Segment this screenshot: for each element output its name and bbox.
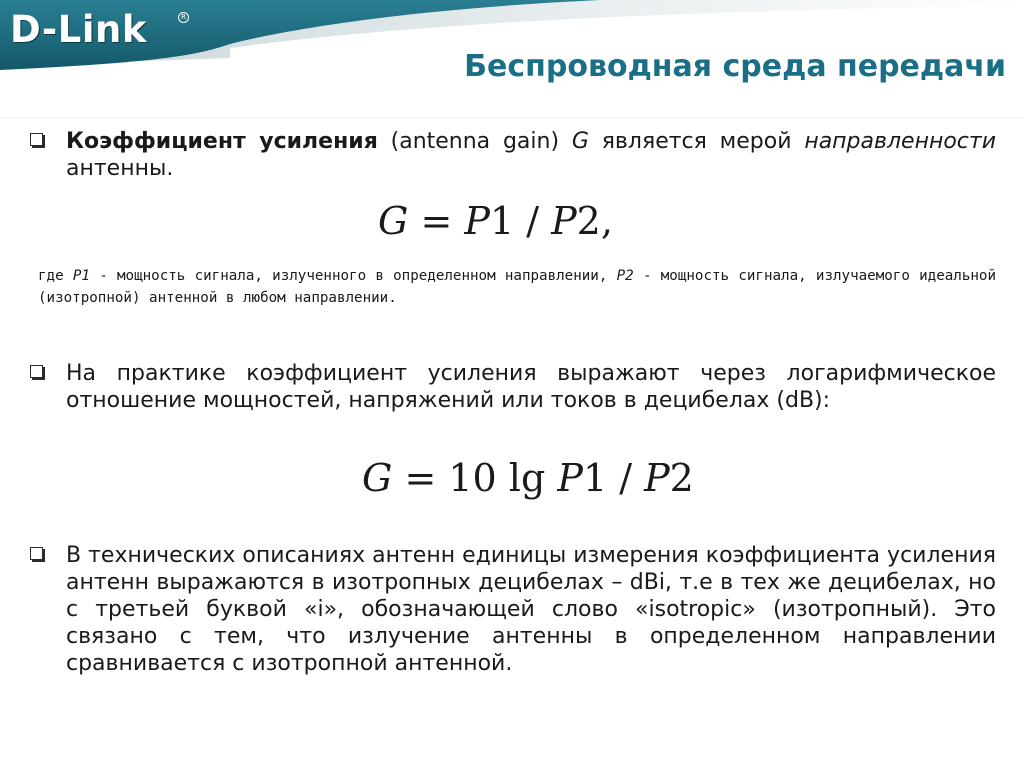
formula-symbol: P [464,199,490,243]
bullet-text-practice: На практике коэффициент усиления выражают через логарифмическое отношение мощностей, напряжений или токов в децибелах (dB): [66,361,996,413]
formula-symbol: = [408,199,465,243]
text-fragment: - мощность сигнала, излученного в определенном направлении, [89,268,617,284]
term-directivity: направленности [804,129,997,154]
formula-symbol: / [607,456,645,500]
bullet-text-gain [66,128,996,182]
text-fragment: - мощность сигнала, излучаемого идеальной (изотропной) антенной в любом направлении. [38,268,996,306]
symbol-p1: P1 [72,268,90,284]
checkbox-bullet-icon [30,133,43,146]
bullet-item-dbi [38,542,996,677]
text-fragment: антенны. [66,156,174,181]
formula-symbol: 2 [576,199,601,243]
formula-symbol: / [514,199,552,243]
bullet-item-practice [38,360,996,414]
symbol-g: G [571,129,589,154]
text-fragment: где [38,268,73,284]
d-link-logo: D-Link [10,8,147,51]
text-fragment: является мерой [588,129,805,154]
formula-symbol: 2 [669,456,694,500]
checkbox-bullet-icon [30,547,43,560]
slide-title: Беспроводная среда передачи [464,49,1006,84]
formula-symbol: P [644,456,670,500]
formula-symbol: = [392,456,449,500]
bullet-text-dbi: В технических описаниях антенн единицы измерения коэффициента усиления антенн выражаются в изотропных децибелах – dBi, т.е в тех же децибелах, но с третьей буквой «i», обозначающей слово «isotropic» (изотропный). Это связано с тем, что излучение антенны в определенном направлении сравнивается с изотропной антенной. [66,543,996,676]
formula-symbol: G [378,199,409,243]
term-gain: Коэффициент усиления [66,129,378,154]
text-fragment: (antenna gain) [377,129,572,154]
formula-symbol: 1 [582,456,608,500]
slide-header [0,0,1024,125]
checkbox-bullet-icon [30,365,43,378]
formula-explanation [38,265,996,309]
formula-symbol: P [551,199,577,243]
formula-gain-ratio [378,199,613,243]
formula-symbol: G [362,456,393,500]
formula-symbol: , [600,199,613,243]
formula-symbol: lg [496,456,558,500]
symbol-p2: P2 [616,268,634,284]
formula-symbol: 10 [448,456,497,500]
formula-symbol: P [557,456,583,500]
formula-symbol: 1 [489,199,515,243]
formula-gain-db [362,456,694,500]
registered-mark: R [178,12,189,23]
bullet-item-gain [38,128,996,182]
